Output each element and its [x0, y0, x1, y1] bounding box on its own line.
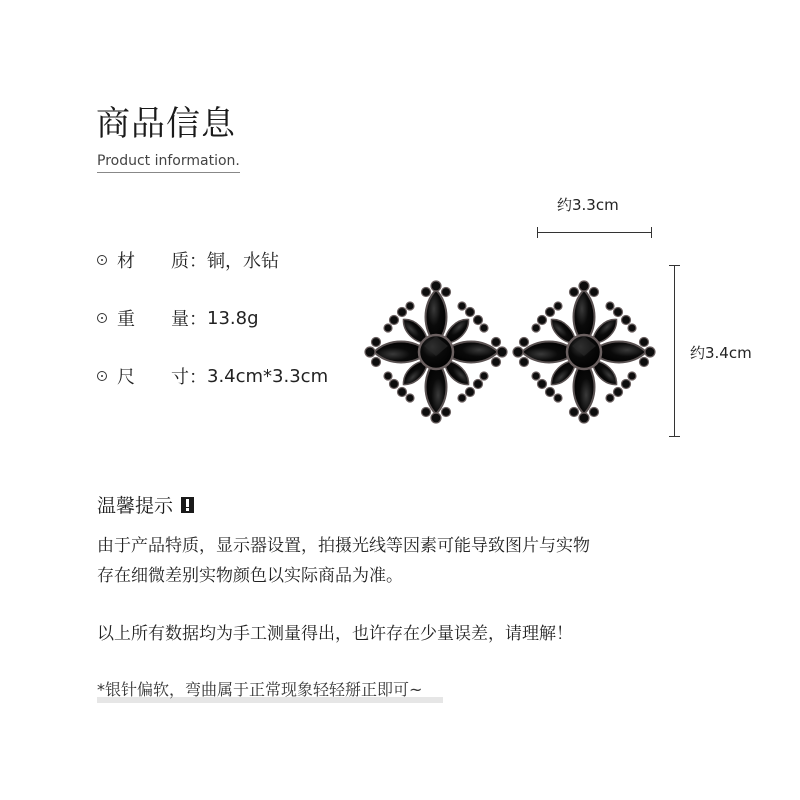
page-title: 商品信息: [96, 104, 236, 144]
spec-row-weight: [97, 305, 259, 331]
spec-key: 材: [117, 251, 135, 272]
tips-paragraph-2: 以上所有数据均为手工测量得出，也许存在少量误差，请理解！: [97, 624, 573, 644]
spec-key: 重: [117, 309, 135, 330]
spec-key: 量：: [171, 309, 207, 330]
page-subtitle: Product information.: [97, 153, 240, 169]
tips-paragraph-1: [97, 531, 590, 591]
tips-title-text: 温馨提示: [97, 495, 174, 517]
spec-key: 尺: [117, 367, 135, 388]
width-tick-left: [537, 227, 538, 238]
spec-key: 寸：: [171, 367, 207, 388]
spec-row-material: [97, 247, 279, 273]
height-tick-bottom: [669, 436, 680, 437]
subtitle-underline: [97, 172, 240, 173]
width-tick-right: [651, 227, 652, 238]
height-tick-top: [669, 265, 680, 266]
spec-value: 3.4cm*3.3cm: [207, 365, 329, 387]
earring-right: [513, 281, 655, 423]
bullet-icon: [97, 255, 107, 265]
exclamation-icon: [181, 497, 194, 513]
spec-key: 质：: [171, 251, 207, 272]
width-dimension-line: [537, 232, 652, 233]
height-dimension-line: [674, 265, 675, 436]
spec-value: 铜，水钻: [207, 251, 279, 272]
tips-note: *银针偏软，弯曲属于正常现象轻轻掰正即可~: [97, 680, 423, 699]
bullet-icon: [97, 371, 107, 381]
earrings-image: [360, 280, 660, 430]
spec-row-size: [97, 363, 328, 389]
spec-value: 13.8g: [207, 307, 259, 329]
earring-left: [365, 281, 507, 423]
bullet-icon: [97, 313, 107, 323]
tips-paragraph-1-line-1: 由于产品特质，显示器设置，拍摄光线等因素可能导致图片与实物: [97, 536, 590, 556]
tips-title: [97, 491, 194, 518]
width-label: 约3.3cm: [557, 196, 619, 214]
tips-paragraph-1-line-2: 存在细微差别实物颜色以实际商品为准。: [97, 566, 403, 586]
height-label: 约3.4cm: [690, 344, 752, 362]
